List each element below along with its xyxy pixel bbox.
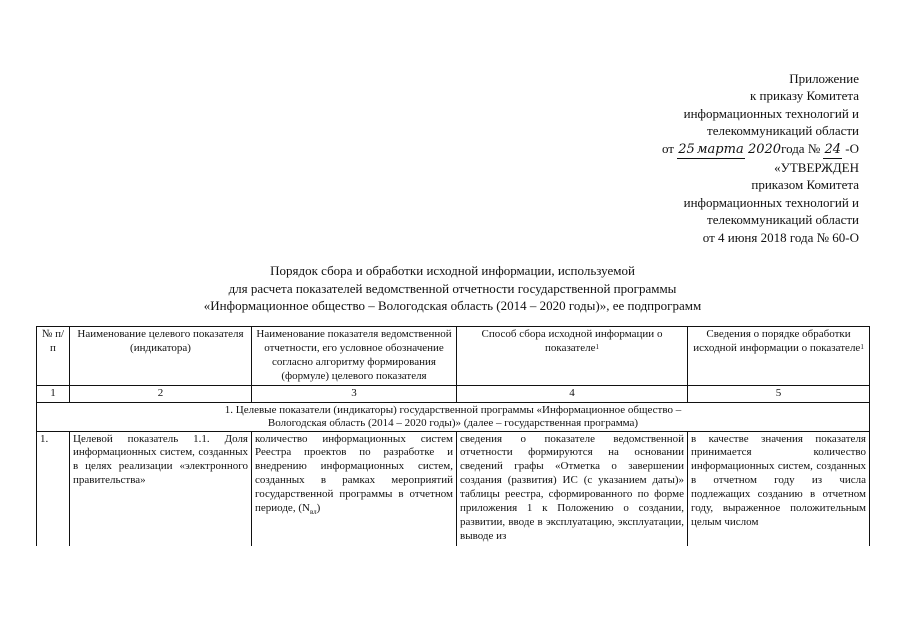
column-header: № п/п [37,327,70,386]
header-line: «УТВЕРЖДЕН [774,160,859,176]
column-number: 1 [37,385,70,402]
section-line: 1. Целевые показатели (индикаторы) государственной программы «Информационное общество – [224,403,682,416]
order-year-word: года № [781,140,821,156]
column-header: Наименование показателя ведомственной отчетности, его условное обозначение согласно алгоритму формирования (формуле) целевого показателя [252,327,457,386]
handwritten-order-number: 24 [823,141,842,159]
column-number: 5 [688,385,870,402]
processing-cell: в качестве значения показателя принимается количество информационных систем, созданных в отчетном году из числа подлежащих созданию в отчетном году, выраженное положительным целым числом [688,431,870,546]
report-metric-cell [252,431,457,546]
column-header-text: Сведения о порядке обработки исходной информации о показателе [693,328,861,354]
data-table [36,326,870,546]
report-symbol-subscript: вл [309,508,317,517]
order-prefix: от [661,140,674,156]
document-title [0,262,905,315]
footnote-mark: 1 [595,342,599,351]
header-line: информационных технологий и [683,194,859,210]
column-header [457,327,688,386]
collection-method-cell: сведения о показателе ведомственной отчетности формируются на основании сведений графы «Отметка о завершении создания (развития) ИС (с указанием даты)» таблицы реестра, сформированного по форме приложения 1 к Положению о создании, развитии, вводе в эксплуатацию, эксплуатации, выводе из [457,431,688,546]
header-line: информационных технологий и [683,105,859,121]
header-line: к приказу Комитета [749,88,859,104]
order-date-line [662,140,859,159]
column-number-row [37,385,870,402]
column-header: Наименование целевого показателя (индикатора) [70,327,252,386]
header-line: приказом Комитета [751,177,859,193]
title-line: «Информационное общество – Вологодская область (2014 – 2020 годы)», ее подпрограмм [203,298,702,314]
header-line: Приложение [789,71,859,86]
table-header-row [37,327,870,386]
section-line: Вологодская область (2014 – 2020 годы)» (далее – государственная программа) [267,416,639,429]
title-line: Порядок сбора и обработки исходной информации, используемой [270,263,635,278]
header-line: телекоммуникаций области [707,212,859,228]
report-symbol-open: (N [298,502,310,515]
column-header [688,327,870,386]
approval-header [662,70,859,246]
title-line: для расчета показателей ведомственной отчетности государственной программы [228,280,677,296]
handwritten-day: 25 [677,141,696,159]
section-row [37,402,870,431]
table-row [37,431,870,546]
handwritten-month: марта [696,141,745,159]
order-suffix: -О [845,140,859,156]
column-number: 4 [457,385,688,402]
footnote-mark: 1 [860,342,864,351]
column-number: 2 [70,385,252,402]
row-number: 1. [37,431,70,546]
header-line: от 4 июня 2018 года № 60-О [702,229,859,245]
column-header-text: Способ сбора исходной информации о показателе [481,328,663,354]
report-metric-text: количество информационных систем Реестра проектов по разработке и внедрению информационных систем, созданных в рамках мероприятий государственной программы в отчетном периоде, [255,432,453,515]
header-line: телекоммуникаций области [707,123,859,139]
indicator-cell: Целевой показатель 1.1. Доля информационных систем, созданных в целях реализации «электронного правительства» [70,431,252,546]
handwritten-year: 2020 [747,141,782,157]
report-symbol-close: ) [316,502,321,515]
section-heading [37,402,870,431]
column-number: 3 [252,385,457,402]
